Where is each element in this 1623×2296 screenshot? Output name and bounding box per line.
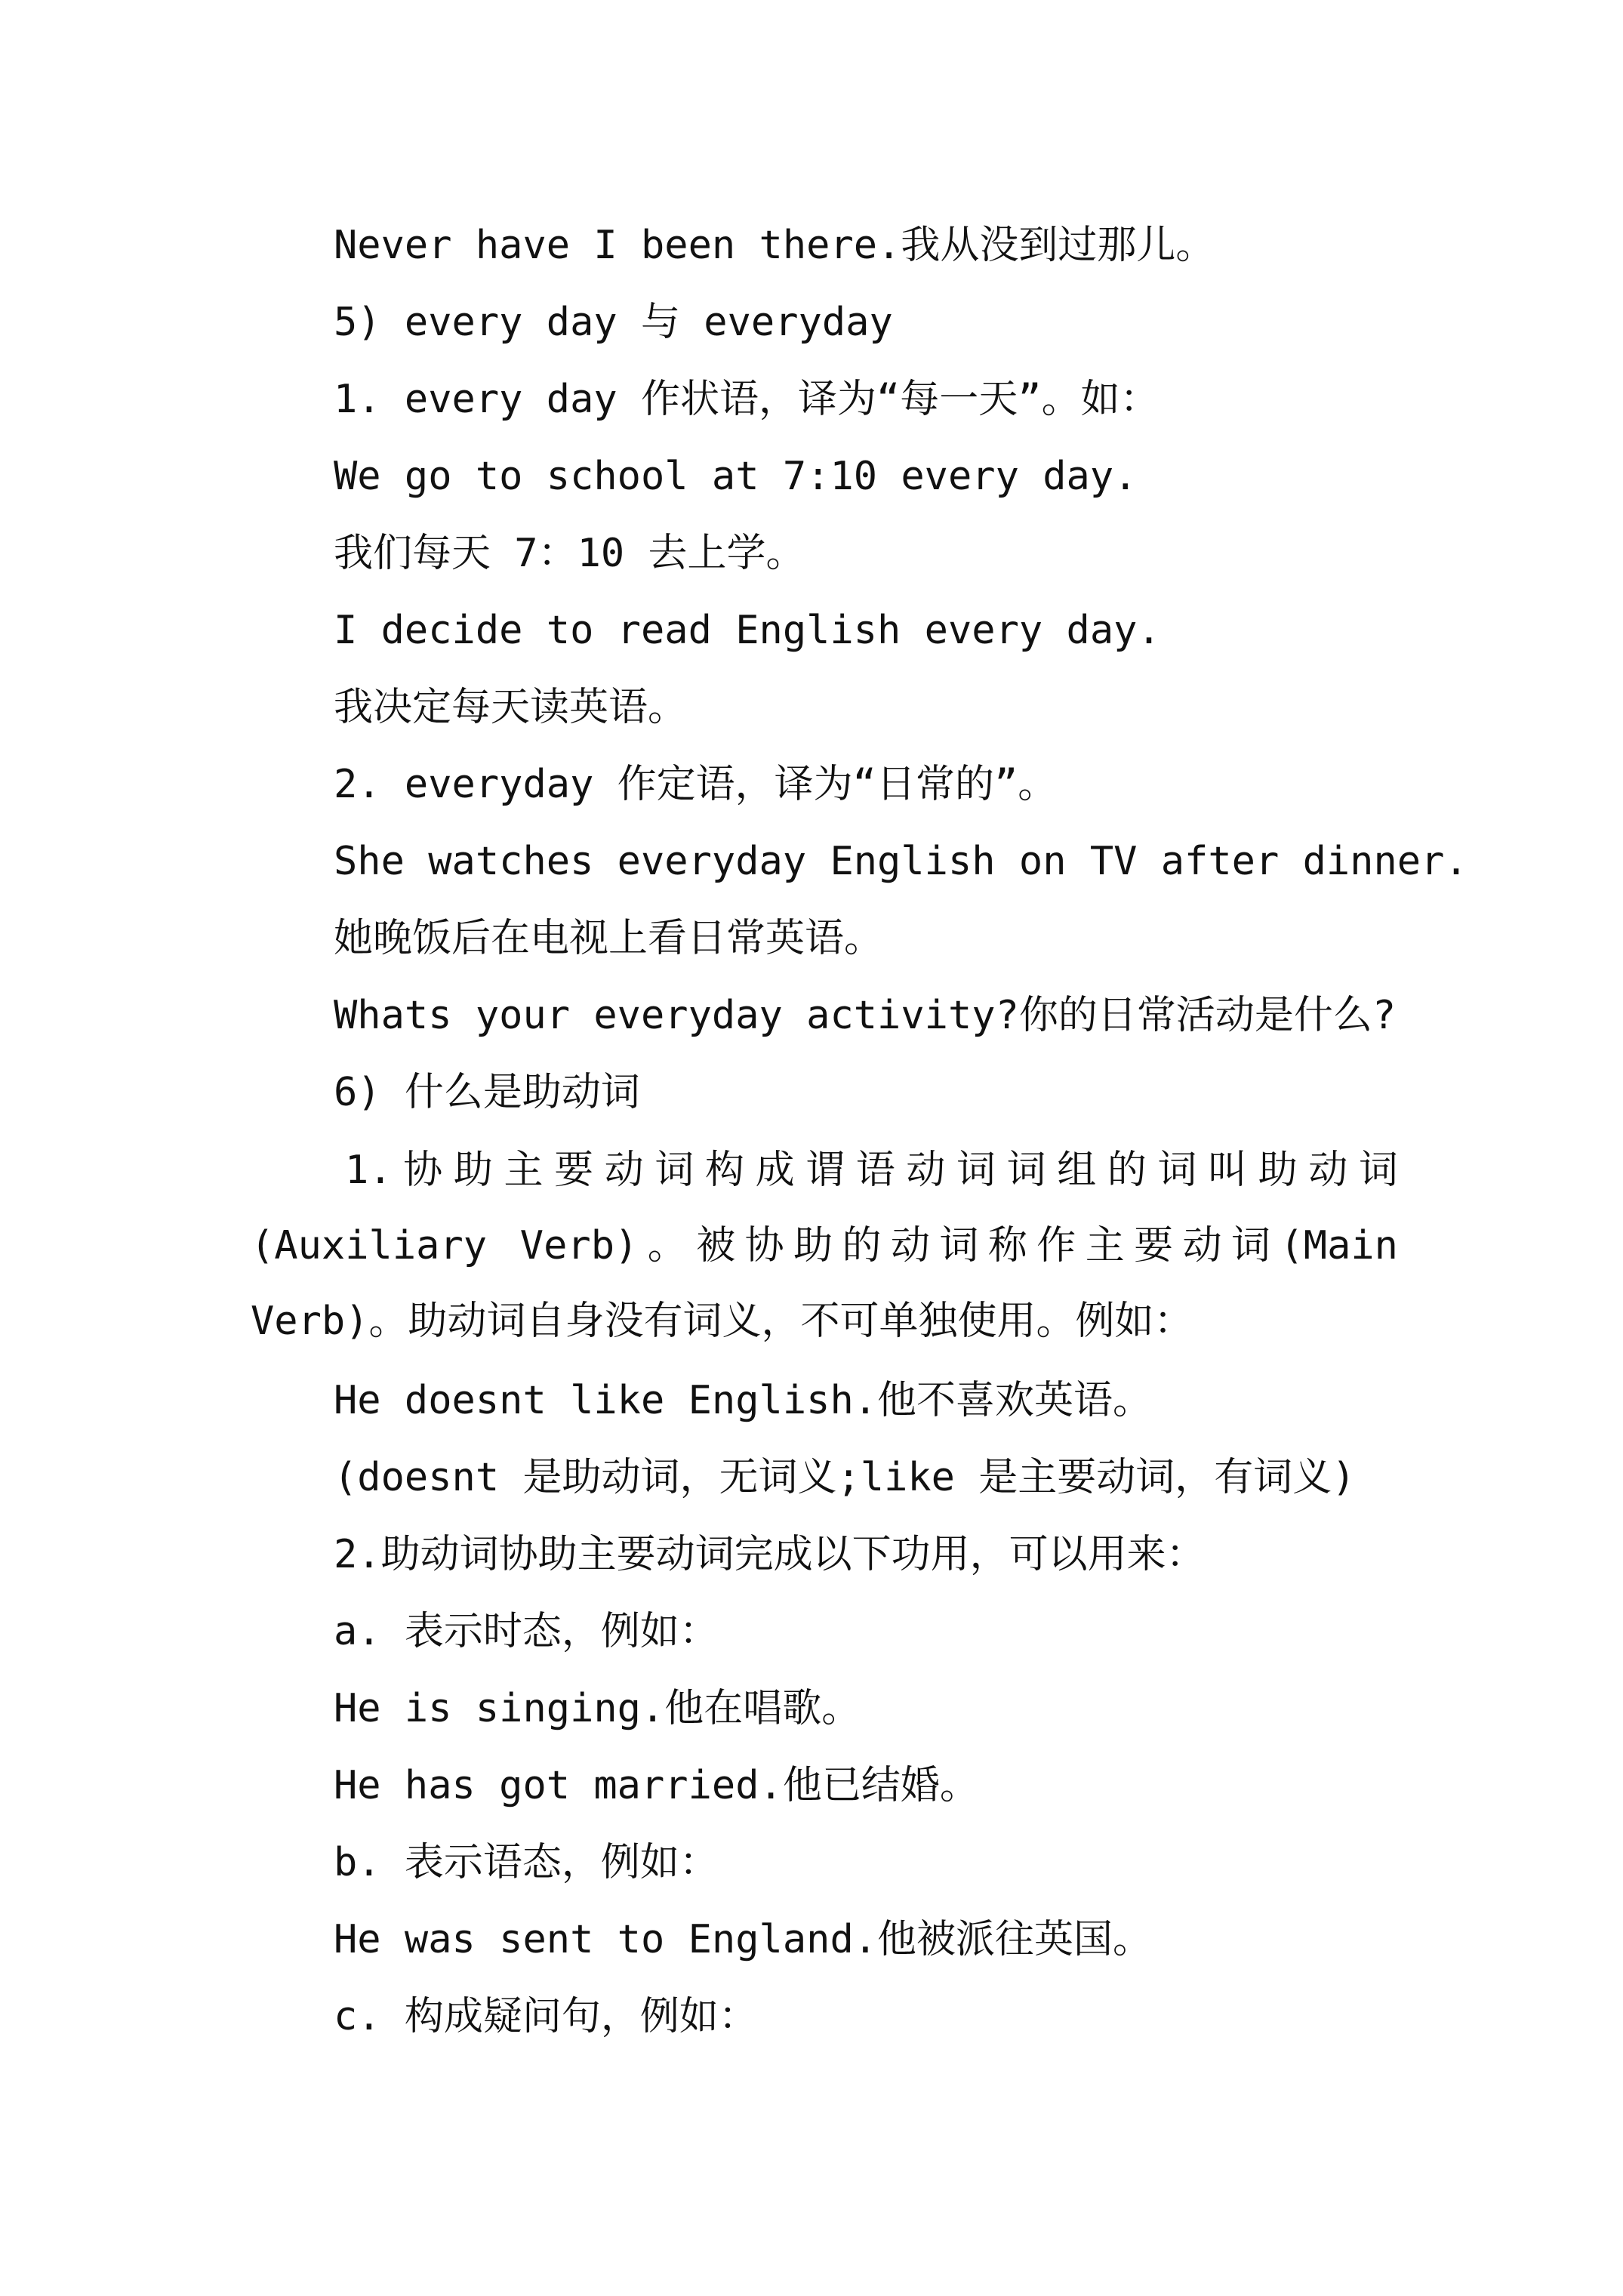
example-sent: He was sent to England.他被派往英国。 xyxy=(334,1917,1153,1962)
translation-decide: 我决定每天读英语。 xyxy=(334,685,688,730)
function-voice: b. 表示语态，例如： xyxy=(334,1840,719,1885)
example-never-have: Never have I been there.我从没到过那儿。 xyxy=(334,223,1215,268)
example-doesnt: He doesnt like English.他不喜欢英语。 xyxy=(334,1378,1153,1423)
function-tense: a. 表示时态，例如： xyxy=(334,1609,719,1654)
example-singing: He is singing.他在唱歌。 xyxy=(334,1686,861,1731)
example-activity: Whats your everyday activity?你的日常活动是什么? xyxy=(334,993,1397,1038)
rule-every-day: 1. every day 作状语，译为“每一天”。如： xyxy=(334,377,1160,422)
example-decide: I decide to read English every day. xyxy=(334,608,1161,653)
function-question: c. 构成疑问句，例如： xyxy=(334,1994,758,2039)
translation-watches: 她晚饭后在电视上看日常英语。 xyxy=(334,916,884,961)
rule-everyday: 2. everyday 作定语，译为“日常的”。 xyxy=(334,762,1058,807)
example-school: We go to school at 7:10 every day. xyxy=(334,454,1138,499)
example-watches: She watches everyday English on TV after dinner. xyxy=(334,839,1468,884)
example-married: He has got married.他已结婚。 xyxy=(334,1763,979,1808)
auxiliary-verb-definition: 1.协助主要动词构成谓语动词词组的词叫助动词(Auxiliary Verb)。被协助的动词称作主要动词(Main Verb)。助动词自身没有词义，不可单独使用。例如： xyxy=(251,1148,1398,1344)
section-heading-5: 5) every day 与 everyday xyxy=(334,300,893,345)
section-heading-6: 6) 什么是助动词 xyxy=(334,1070,640,1115)
rule-functions: 2.助动词协助主要动词完成以下功用，可以用来： xyxy=(334,1532,1206,1577)
note-doesnt: (doesnt 是助动词，无词义;like 是主要动词，有词义) xyxy=(334,1455,1356,1500)
translation-school: 我们每天 7：10 去上学。 xyxy=(334,531,805,576)
